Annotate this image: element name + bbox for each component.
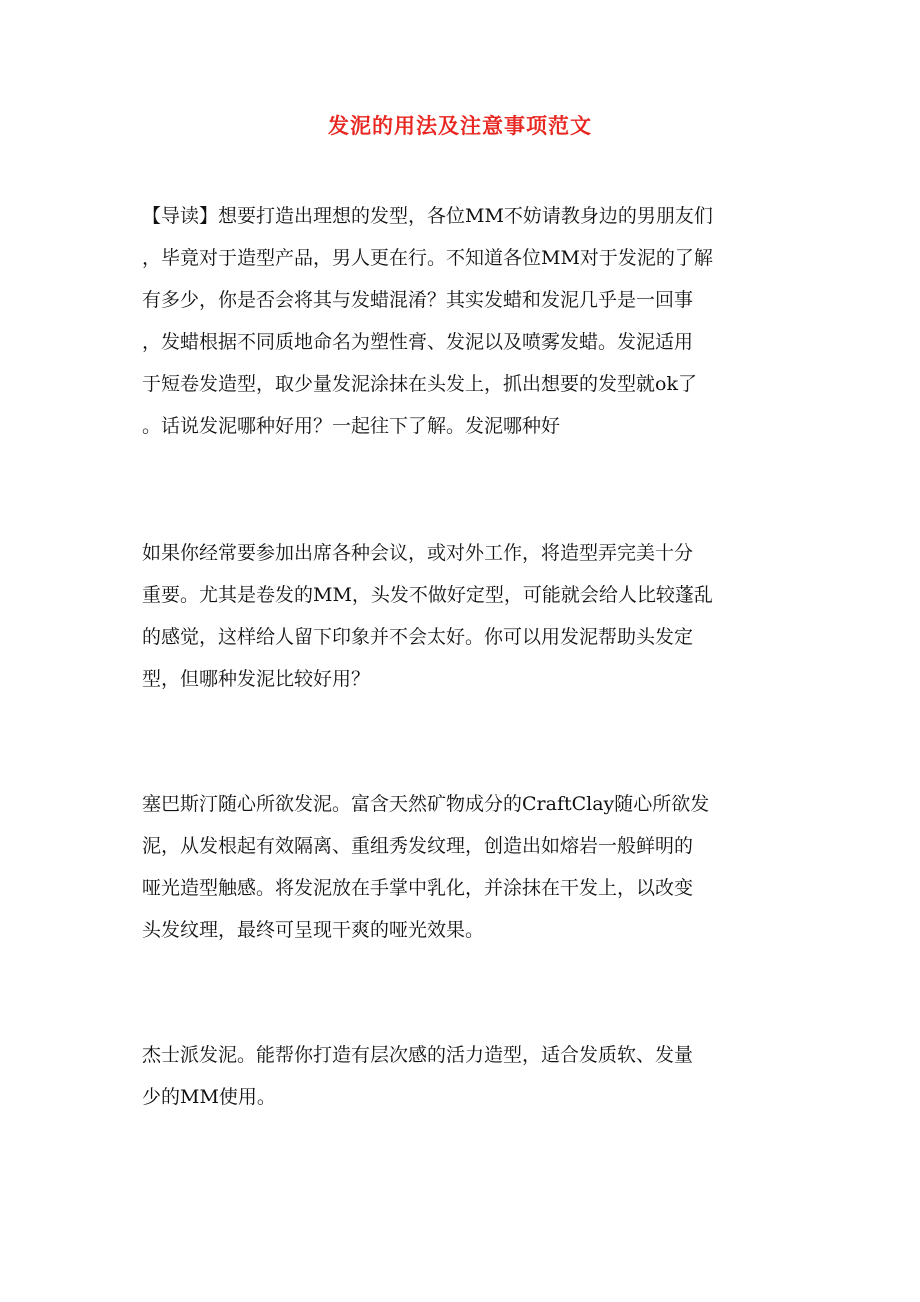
paragraph-line: 如果你经常要参加出席各种会议，或对外工作，将造型弄完美十分 [142, 542, 694, 564]
paragraph-gatsby [142, 1034, 782, 1118]
paragraph-line: 少的MM使用。 [142, 1086, 276, 1108]
paragraph-line: 泥，从发根起有效隔离、重组秀发纹理，创造出如熔岩一般鲜明的 [142, 835, 694, 857]
paragraph-intro [142, 195, 782, 447]
paragraph-line: ，发蜡根据不同质地命名为塑性膏、发泥以及喷雾发蜡。发泥适用 [142, 331, 694, 353]
paragraph-sebastian-craftclay [142, 783, 782, 951]
document-title: 发泥的用法及注意事项范文 [328, 113, 592, 138]
paragraph-line: ，毕竟对于造型产品，男人更在行。不知道各位MM对于发泥的了解 [142, 247, 713, 269]
paragraph-styling-importance [142, 532, 782, 700]
paragraph-line: 哑光造型触感。将发泥放在手掌中乳化，并涂抹在干发上，以改变 [142, 877, 694, 899]
paragraph-line: 【导读】想要打造出理想的发型，各位MM不妨请教身边的男朋友们 [142, 205, 713, 227]
paragraph-line: 头发纹理，最终可呈现干爽的哑光效果。 [142, 919, 485, 941]
paragraph-line: 杰士派发泥。能帮你打造有层次感的活力造型，适合发质软、发量 [142, 1044, 694, 1066]
paragraph-line: 。话说发泥哪种好用？一起往下了解。发泥哪种好 [142, 415, 561, 437]
paragraph-line: 塞巴斯汀随心所欲发泥。富含天然矿物成分的CraftClay随心所欲发 [142, 793, 710, 815]
paragraph-line: 型，但哪种发泥比较好用？ [142, 668, 371, 690]
paragraph-line: 的感觉，这样给人留下印象并不会太好。你可以用发泥帮助头发定 [142, 626, 694, 648]
paragraph-line: 重要。尤其是卷发的MM，头发不做好定型，可能就会给人比较蓬乱 [142, 584, 713, 606]
paragraph-line: 于短卷发造型，取少量发泥涂抹在头发上，抓出想要的发型就ok了 [142, 373, 697, 395]
paragraph-line: 有多少，你是否会将其与发蜡混淆？其实发蜡和发泥几乎是一回事 [142, 289, 694, 311]
